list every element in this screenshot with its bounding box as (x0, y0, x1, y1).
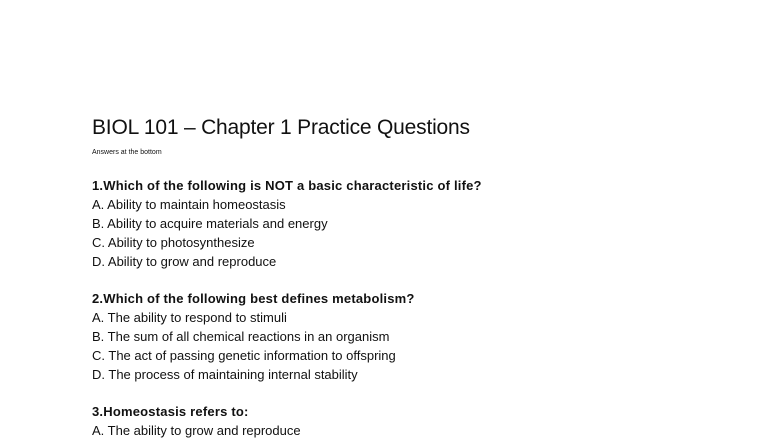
option-a: A. The ability to respond to stimuli (92, 310, 287, 325)
option-d: D. Ability to grow and reproduce (92, 254, 277, 269)
option-c: C. The act of passing genetic information to offspring (92, 348, 396, 363)
option-d: D. The process of maintaining internal stability (92, 367, 358, 382)
option-b: B. Ability to acquire materials and energy (92, 216, 328, 231)
page-subtitle: Answers at the bottom (92, 149, 162, 156)
option-b: B. The sum of all chemical reactions in an organism (92, 329, 390, 344)
option-a: A. Ability to maintain homeostasis (92, 197, 286, 212)
question-2 (92, 289, 752, 384)
question-1 (92, 176, 752, 271)
question-text: 3.Homeostasis refers to: (92, 404, 249, 419)
option-a: A. The ability to grow and reproduce (92, 423, 301, 438)
question-text: 2.Which of the following best defines metabolism? (92, 291, 415, 306)
option-c: C. Ability to photosynthesize (92, 235, 255, 250)
page-title: BIOL 101 – Chapter 1 Practice Questions (92, 116, 470, 139)
document-page (92, 114, 752, 440)
question-text: 1.Which of the following is NOT a basic characteristic of life? (92, 178, 482, 193)
question-3 (92, 402, 752, 440)
